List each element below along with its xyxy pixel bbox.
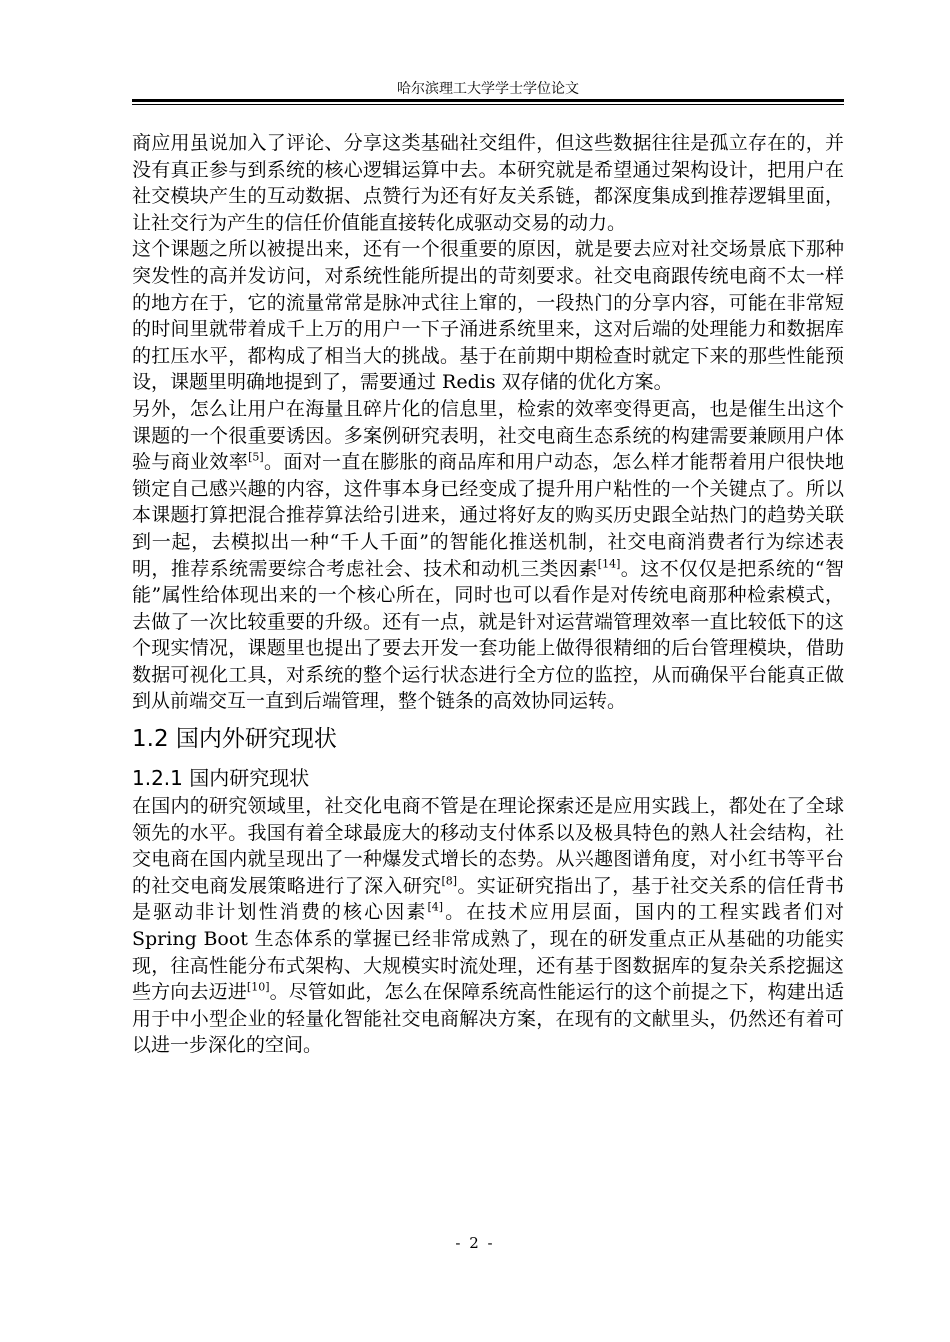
citation-ref: [8] — [441, 874, 458, 888]
header-rule-thick — [132, 99, 844, 102]
running-header: 哈尔滨理工大学学士学位论文 — [397, 81, 579, 97]
subsection-heading: 1.2.1 国内研究现状 — [132, 766, 310, 791]
citation-ref: [5] — [248, 450, 264, 464]
page-body — [132, 130, 844, 1059]
citation-ref: [4] — [427, 901, 444, 915]
section-heading: 1.2 国内外研究现状 — [132, 726, 337, 753]
citation-ref: [14] — [597, 557, 621, 571]
page-number: - 2 - — [455, 1234, 495, 1252]
paragraph-recommendation: 另外，怎么让用户在海量且碎片化的信息里，检索的效率变得更高，也是催生出这个课题的一个很重要诱因。多案例研究表明，社交电商生态系统的构建需要兼顾用户体验与商业效率[5]。面对一直在膨胀的商品库和用户动态，怎么样才能帮着用户很快地锁定自己感兴趣的内容，这件事本身已经变成了提升用户粘性的一个关键点了。所以本课题打算把混合推荐算法给引进来，通过将好友的购买历史跟全站热门的趋势关联到一起，去模拟出一种“千人千面”的智能化推送机制，社交电商消费者行为综述表明，推荐系统需要综合考虑社会、技术和动机三类因素[14]。这不仅仅是把系统的“智能”属性给体现出来的一个核心所在，同时也可以看作是对传统电商那种检索模式，去做了一次比较重要的升级。还有一点，就是针对运营端管理效率一直比较低下的这个现实情况，课题里也提出了要去开发一套功能上做得很精细的后台管理模块，借助数据可视化工具，对系统的整个运行状态进行全方位的监控，从而确保平台能真正做到从前端交互一直到后端管理，整个链条的高效协同运转。 — [132, 397, 844, 713]
paragraph-continued: 商应用虽说加入了评论、分享这类基础社交组件，但这些数据往往是孤立存在的，并没有真正参与到系统的核心逻辑运算中去。本研究就是希望通过架构设计，把用户在社交模块产生的互动数据、点赞行为还有好友关系链，都深度集成到推荐逻辑里面，让社交行为产生的信任价值能直接转化成驱动交易的动力。 — [132, 132, 844, 234]
paragraph-concurrency: 这个课题之所以被提出来，还有一个很重要的原因，就是要去应对社交场景底下那种突发性的高并发访问，对系统性能所提出的苛刻要求。社交电商跟传统电商不太一样的地方在于，它的流量常常是脉冲式往上窜的，一段热门的分享内容，可能在非常短的时间里就带着成千上万的用户一下子涌进系统里来，这对后端的处理能力和数据库的扛压水平，都构成了相当大的挑战。基于在前期中期检查时就定下来的那些性能预设，课题里明确地提到了，需要通过 Redis 双存储的优化方案。 — [132, 238, 844, 394]
citation-ref: [10] — [246, 980, 270, 994]
paragraph-domestic-research: 在国内的研究领域里，社交化电商不管是在理论探索还是应用实践上，都处在了全球领先的水平。我国有着全球最庞大的移动支付体系以及极具特色的熟人社会结构，社交电商在国内就呈现出了一种爆发式增长的态势。从兴趣图谱角度，对小红书等平台的社交电商发展策略进行了深入研究[8]。实证研究指出了，基于社交关系的信任背书是驱动非计划性消费的核心因素[4]。在技术应用层面，国内的工程实践者们对 Spring Boot 生态体系的掌握已经非常成熟了，现在的研发重点正从基础的功能实现，往高性能分布式架构、大规模实时流处理，还有基于图数据库的复杂关系挖掘这些方向去迈进[10]。尽管如此，怎么在保障系统高性能运行的这个前提之下，构建出适用于中小型企业的轻量化智能社交电商解决方案，在现有的文献里头，仍然还有着可以进一步深化的空间。 — [132, 795, 844, 1057]
header-rule-thin — [132, 104, 844, 105]
